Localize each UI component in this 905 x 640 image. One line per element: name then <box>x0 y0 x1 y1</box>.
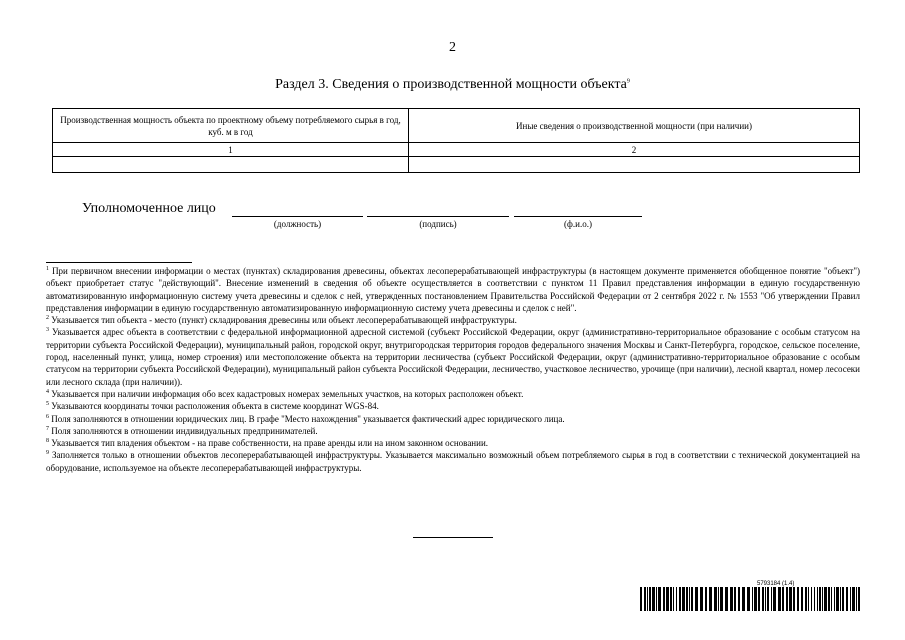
table-column-number-row <box>53 143 860 157</box>
table-header-cell: Производственная мощность объекта по проектному объему потребляемого сырья в год, куб. м в год <box>53 109 409 143</box>
footnote-text: Заполняется только в отношении объектов лесоперерабатывающей инфраструктуры. Указывается максимально возможный объем потребляемого сырья в год в соответствии с технической документацией на оборудование, используемое на объекте лесоперерабатывающей инфраструктуры. <box>46 450 861 473</box>
position-line <box>232 216 363 217</box>
footnote-number: 3 <box>46 327 49 334</box>
footnotes <box>46 265 860 474</box>
section-title-text: Раздел 3. Сведения о производственной мощности объекта <box>275 77 627 92</box>
footnote-text: Указывается адрес объекта в соответствии с федеральной информационной адресной системой (субъект Российской Федерации, округ (административно-территориальное образование с особым статусом на территории субъекта Российской Федерации), муниципальный район, городской округ, внутригородская территория городов федерального значения Москвы и Санкт-Петербурга, городское, сельское поселение, город, населенный пункт, улица, номер строения) или местоположение объекта на территории лесничества (субъект Российской Федерации, округ (административно-территориальное образование с особым статусом на территории субъекта Российской Федерации), муниципальный район субъекта Российской Федерации, лесничество, участковое лесничество, урочище (при наличии), лесной квартал, номер лесосеки или лесного склада (при наличии)). <box>46 327 861 387</box>
page-number: 2 <box>449 40 456 55</box>
barcode-image <box>640 587 862 611</box>
end-of-section-line <box>413 537 493 538</box>
footnote <box>46 449 860 474</box>
position-caption: (должность) <box>273 219 322 229</box>
signature-block <box>82 196 702 236</box>
footnote-number: 1 <box>46 266 49 272</box>
footnote-separator <box>46 262 192 263</box>
table-header-row <box>53 109 860 143</box>
footnote <box>46 326 860 387</box>
footnote-number: 6 <box>46 413 49 420</box>
footnote-text: Поля заполняются в отношении индивидуальных предпринимателей. <box>51 425 318 436</box>
footnote <box>46 388 860 400</box>
signature-label: Уполномоченное лицо <box>82 201 216 216</box>
signature-line <box>367 216 509 217</box>
footnote-text: Указывается тип владения объектом - на праве собственности, на праве аренды или на ином законном основании. <box>51 438 489 449</box>
table-cell <box>53 157 409 173</box>
footnote-text: При первичном внесении информации о местах (пунктах) складирования древесины, объектах лесоперерабатывающей инфраструктуры (в настоящем документе применяется обобщенное понятие "объект") объект приобретает статус "действующий". Внесение изменений в сведения об объекте осуществляется в соответствии с пунктом 11 Правил представления информации в единую государственную автоматизированную информационную систему учета древесины и сделок с ней, утвержденных постановлением Правительства Российской Федерации от 2 сентября 2022 г. № 1553 "Об утверждении Правил представления информации в единую государственную автоматизированную информационную систему учета древесины и сделок с ней". <box>46 266 860 313</box>
footnote-number: 2 <box>46 315 49 322</box>
table-column-number: 1 <box>53 143 409 157</box>
footnote-number: 9 <box>46 450 49 457</box>
footnote <box>46 413 860 425</box>
full-name-line <box>514 216 642 217</box>
footnote-text: Указывается тип объекта - место (пункт) складирования древесины или объект лесоперерабатывающей инфраструктуры. <box>51 315 517 326</box>
footnote-text: Указываются координаты точки расположения объекта в системе координат WGS-84. <box>51 401 379 412</box>
table-header-cell: Иные сведения о производственной мощности (при наличии) <box>409 109 860 143</box>
footnote <box>46 437 860 449</box>
table-row <box>53 157 860 173</box>
section-title-footnote-ref: 9 <box>626 78 630 85</box>
footnote-text: Указывается при наличии информация обо всех кадастровых номерах земельных участков, на которых расположен объект. <box>51 388 524 399</box>
footnote-number: 8 <box>46 438 49 445</box>
footnote <box>46 314 860 326</box>
footnote-number: 4 <box>46 388 49 395</box>
footnote-number: 7 <box>46 425 49 432</box>
barcode-label: 5793184 (1.4) <box>757 581 795 587</box>
footnote <box>46 400 860 412</box>
footnote-number: 5 <box>46 401 49 408</box>
signature-caption: (подпись) <box>419 219 457 229</box>
table-cell <box>409 157 860 173</box>
table-column-number: 2 <box>409 143 860 157</box>
capacity-table <box>52 108 860 173</box>
footnote <box>46 425 860 437</box>
full-name-caption: (ф.и.о.) <box>564 219 592 229</box>
footnote-text: Поля заполняются в отношении юридических лиц. В графе "Место нахождения" указывается фактический адрес юридического лица. <box>51 413 565 424</box>
footnote <box>46 265 860 314</box>
section-title <box>0 77 905 93</box>
